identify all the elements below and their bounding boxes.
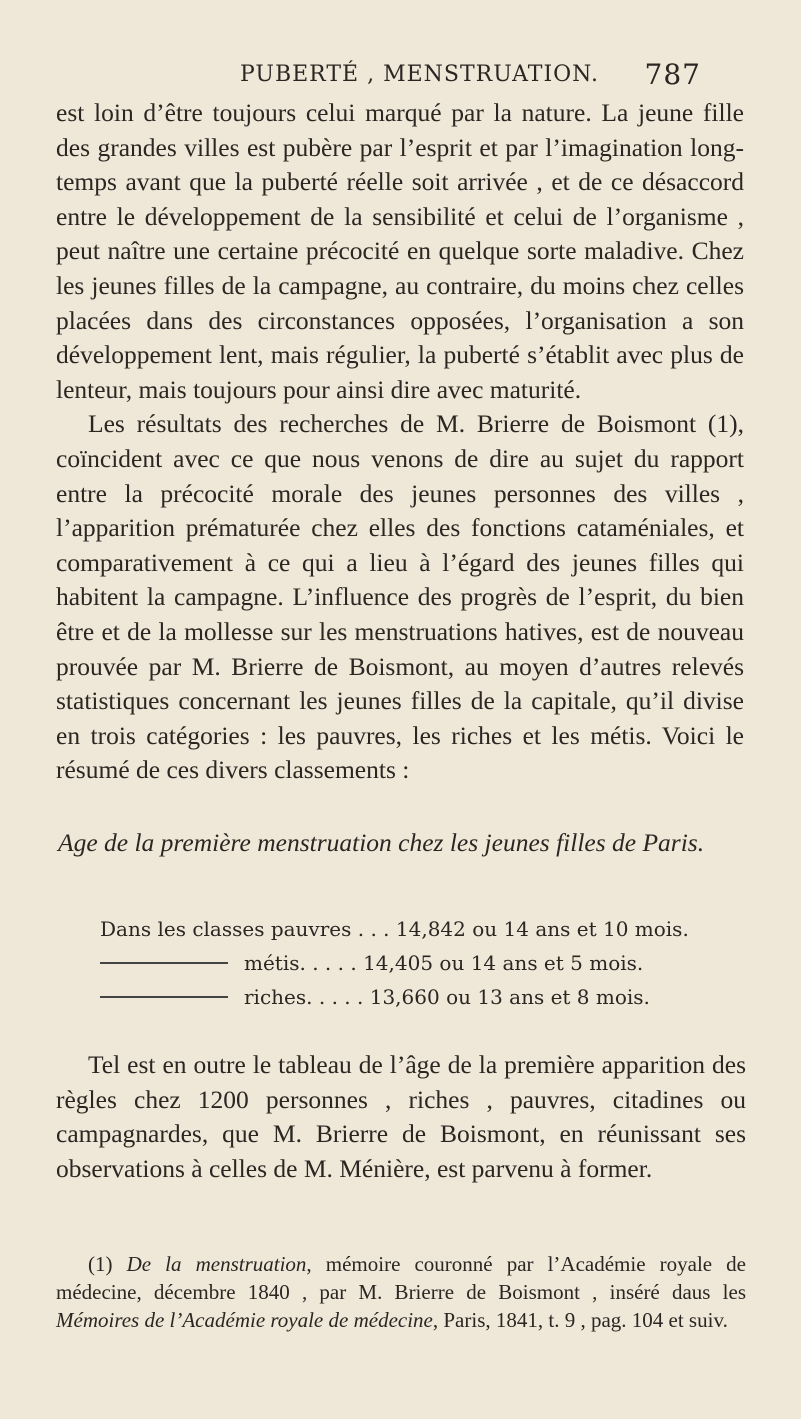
ditto-dash — [100, 980, 228, 998]
stats-row-metis — [100, 946, 790, 980]
stats-detail: ou 14 ans et 10 mois. — [472, 917, 689, 941]
stats-detail: ou 14 ans et 5 mois. — [439, 951, 644, 975]
footnote-marker: (1) — [88, 1252, 113, 1276]
footnote — [56, 1250, 746, 1334]
footnote-journal: Mémoires de l’Académie royale de médecine — [56, 1308, 433, 1332]
paragraph-2: Les résultats des recherches de M. Brierre de Boismont (1), coïncident avec ce que nous venons de dire au sujet du rapport entre la précocité morale des jeunes personnes des villes , l’apparition prématurée chez elles des fonctions cataméniales, et comparativement à ce qui a lieu à l’égard des jeunes filles qui habitent la campagne. L’influence des progrès de l’esprit, du bien être et de la mollesse sur les menstruations hatives, est de nouveau prouvée par M. Brierre de Boismont, au moyen d’autres relevés statistiques concernant les jeunes filles de la capitale, qu’il divise en trois catégories : les pauvres, les riches et les métis. Voici le résumé de ces divers classements : — [56, 409, 744, 785]
stats-value: 13,660 — [369, 985, 440, 1009]
stats-detail: ou 13 ans et 8 mois. — [446, 985, 650, 1009]
paragraph-3 — [56, 1048, 746, 1186]
footnote-title: De la menstruation — [126, 1252, 307, 1276]
footnote-text-2: , Paris, 1841, t. 9 , pag. 104 et suiv. — [432, 1308, 728, 1332]
running-title: PUBERTÉ , MENSTRUATION. — [240, 62, 600, 87]
page-number: 787 — [644, 58, 701, 91]
stats-label: métis. . . . . — [244, 951, 357, 975]
paragraph-1: est loin d’être toujours celui marqué par la nature. La jeune fille des grandes villes est pubère par l’esprit et par l’imagination long-temps avant que la puberté réelle soit arrivée , et de ce désaccord entre le développement de la sensibilité et celui de l’organisme , peut naître une certaine précocité en quelque sorte maladive. Chez les jeunes filles de la campagne, au contraire, du moins chez celles placées dans des circonstances opposées, l’organisation a son développement lent, mais régulier, la puberté s’établit avec plus de lenteur, mais toujours pour ainsi dire avec maturité. — [56, 98, 744, 404]
stats-value: 14,842 — [395, 917, 466, 941]
stats-row-riches — [100, 980, 790, 1014]
footnote-text-1: , mémoire couronné par l’Académie royale de médecine, décembre 1840 , par M. Brierre de Boismont , inséré daus les — [56, 1252, 747, 1304]
running-header — [240, 58, 701, 91]
stats-label: riches. . . . . — [244, 985, 364, 1009]
stats-label: Dans les classes pauvres . . . — [100, 917, 390, 941]
paragraph-3-text: Tel est en outre le tableau de l’âge de la première apparition des règles chez 1200 personnes , riches , pauvres, citadines ou campagnardes, que M. Brierre de Boismont, en réunissant ses observations à celles de M. Ménière, est parvenu à former. — [56, 1050, 746, 1183]
table-caption: Age de la première menstruation chez les jeunes filles de Paris. — [58, 828, 705, 857]
stats-value: 14,405 — [363, 951, 434, 975]
main-text — [56, 96, 744, 788]
stats-row-pauvres — [100, 912, 790, 946]
stats-table — [100, 912, 790, 1014]
ditto-dash — [100, 946, 228, 964]
